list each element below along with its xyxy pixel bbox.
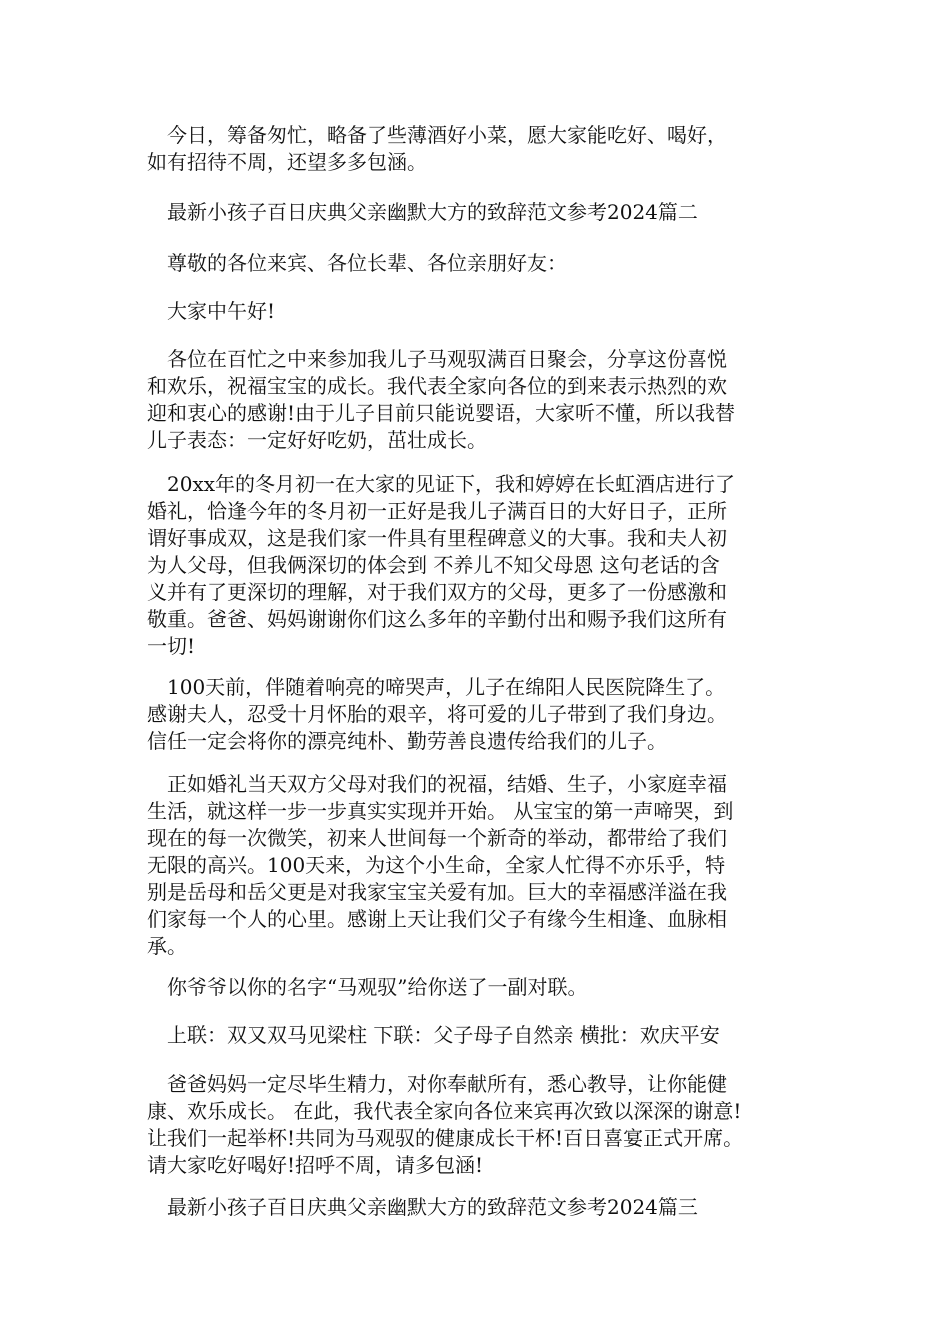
paragraph-toast — [0, 1071, 950, 1179]
salutation — [0, 250, 950, 277]
heading-line: 最新小孩子百日庆典父亲幽默大方的致辞范文参考2024篇三 — [167, 1195, 698, 1219]
text-line: 现在的每一次微笑，初来人世间每一个新奇的举动，都带给了我们 — [147, 826, 727, 850]
text-line: 今日，筹备匆忙，略备了些薄酒好小菜，愿大家能吃好、喝好， — [147, 123, 727, 147]
text-line: 感谢夫人，忍受十月怀胎的艰辛，将可爱的儿子带到了我们身边。 — [147, 702, 727, 726]
text-line: 20xx年的冬月初一在大家的见证下，我和婷婷在长虹酒店进行了 — [147, 472, 736, 496]
text-line: 信任一定会将你的漂亮纯朴、勤劳善良遗传给我们的儿子。 — [147, 729, 667, 753]
text-line: 迎和衷心的感谢!由于儿子目前只能说婴语，大家听不懂，所以我替 — [147, 401, 736, 425]
heading-line: 最新小孩子百日庆典父亲幽默大方的致辞范文参考2024篇二 — [167, 200, 698, 224]
text-line: 无限的高兴。100天来，为这个小生命，全家人忙得不亦乐乎，特 — [147, 853, 726, 877]
text-line: 各位在百忙之中来参加我儿子马观驭满百日聚会，分享这份喜悦 — [147, 347, 727, 371]
text-line: 让我们一起举杯!共同为马观驭的健康成长干杯!百日喜宴正式开席。 — [147, 1126, 744, 1150]
text-line: 尊敬的各位来宾、各位长辈、各位亲朋好友： — [167, 251, 567, 275]
text-line: 婚礼，恰逢今年的冬月初一正好是我儿子满百日的大好日子，正所 — [147, 499, 727, 523]
paragraph-couplet — [0, 1022, 950, 1049]
paragraph-opening — [0, 122, 950, 176]
text-line: 儿子表态：一定好好吃奶，茁壮成长。 — [147, 428, 487, 452]
paragraph-welcome — [0, 346, 950, 454]
text-line: 100天前，伴随着响亮的啼哭声，儿子在绵阳人民医院降生了。 — [147, 675, 726, 699]
paragraph-wedding — [0, 471, 950, 660]
paragraph-couplet-intro — [0, 974, 950, 1001]
text-line: 正如婚礼当天双方父母对我们的祝福，结婚、生子，小家庭幸福 — [147, 772, 727, 796]
text-line: 敬重。爸爸、妈妈谢谢你们这么多年的辛勤付出和赐予我们这所有 — [147, 607, 727, 631]
text-line: 上联：双又双马见梁柱 下联：父子母子自然亲 横批：欢庆平安 — [167, 1023, 720, 1047]
section-heading — [0, 199, 950, 226]
text-line: 爸爸妈妈一定尽毕生精力，对你奉献所有，悉心教导，让你能健 — [147, 1072, 727, 1096]
text-line: 大家中午好! — [167, 299, 276, 323]
text-line: 别是岳母和岳父更是对我家宝宝关爱有加。巨大的幸福感洋溢在我 — [147, 880, 727, 904]
paragraph-birth — [0, 674, 950, 755]
text-line: 为人父母，但我俩深切的体会到 不养儿不知父母恩 这句老话的含 — [147, 553, 720, 577]
text-line: 义并有了更深切的理解，对于我们双方的父母，更多了一份感激和 — [147, 580, 727, 604]
text-line: 生活，就这样一步一步真实实现并开始。 从宝宝的第一声啼哭，到 — [147, 799, 734, 823]
text-line: 请大家吃好喝好!招呼不周，请多包涵! — [147, 1153, 484, 1177]
text-line: 你爷爷以你的名字“马观驭”给你送了一副对联。 — [167, 975, 588, 999]
text-line: 康、欢乐成长。 在此，我代表全家向各位来宾再次致以深深的谢意! — [147, 1099, 742, 1123]
text-line: 如有招待不周，还望多多包涵。 — [147, 150, 427, 174]
greeting — [0, 298, 950, 325]
text-line: 承。 — [147, 934, 187, 958]
text-line: 和欢乐，祝福宝宝的成长。我代表全家向各位的到来表示热烈的欢 — [147, 374, 727, 398]
section-heading — [0, 1194, 950, 1221]
text-line: 一切! — [147, 634, 196, 658]
text-line: 们家每一个人的心里。感谢上天让我们父子有缘今生相逢、血脉相 — [147, 907, 727, 931]
text-line: 谓好事成双，这是我们家一件具有里程碑意义的大事。我和夫人初 — [147, 526, 727, 550]
paragraph-happiness — [0, 771, 950, 960]
